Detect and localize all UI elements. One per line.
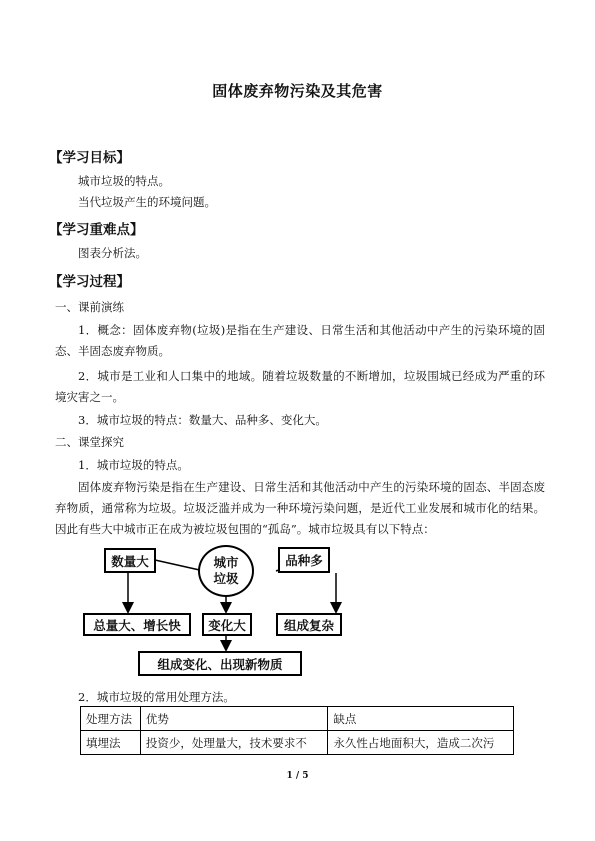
table-cell: 填埋法 [81, 731, 141, 755]
center-city-garbage [198, 545, 254, 597]
connector-left-top [155, 560, 204, 571]
table-header-cell: 缺点 [328, 707, 514, 731]
subheading-methods: 2．城市垃圾的常用处理方法。 [78, 690, 235, 704]
box-total-growth: 总量大、增长快 [83, 613, 191, 636]
part1-title: 一、课前演练 [55, 300, 124, 314]
paragraph-city: 2．城市是工业和人口集中的地域。随着垃圾数量的不断增加，垃圾围城已经成为严重的环境灾害之一。 [55, 369, 545, 404]
box-complex-composition: 组成复杂 [276, 613, 342, 636]
key-points-heading: 【学习重难点】 [49, 222, 144, 238]
objective-item-1: 城市垃圾的特点。 [78, 174, 170, 188]
process-heading: 【学习过程】 [49, 274, 130, 290]
center-label-line2: 垃圾 [213, 571, 239, 586]
objectives-heading: 【学习目标】 [49, 150, 130, 166]
table-row [81, 731, 514, 755]
box-large-change: 变化大 [202, 613, 252, 636]
table-header-row [81, 707, 514, 731]
paragraph-pollution: 固体废弃物污染是指在生产建设、日常生活和其他活动中产生的污染环境的固态、半固态废弃物质，通常称为垃圾。垃圾泛滥并成为一种环境污染问题，是近代工业发展和城市化的结果。因此有些大中城市正在成为被垃圾包围的“孤岛”。城市垃圾具有以下特点： [55, 480, 545, 536]
part2-title: 二、课堂探究 [55, 435, 124, 449]
paragraph-features: 3．城市垃圾的特点：数量大、品种多、变化大。 [78, 413, 327, 427]
table-cell: 投资少，处理量大，技术要求不 [140, 731, 328, 755]
key-point-item-1: 图表分析法。 [78, 246, 147, 260]
objective-item-2: 当代垃圾产生的环境问题。 [78, 195, 216, 209]
table-cell: 永久性占地面积大，造成二次污 [328, 731, 514, 755]
features-diagram [80, 543, 520, 681]
box-large-quantity: 数量大 [104, 548, 156, 573]
box-many-varieties: 品种多 [278, 547, 330, 573]
table-header-cell: 处理方法 [81, 707, 141, 731]
page-title: 固体废弃物污染及其危害 [212, 82, 383, 100]
center-label-line1: 城市 [213, 555, 239, 570]
methods-table [80, 706, 514, 755]
page-number: 1 / 5 [286, 771, 309, 781]
subheading-features: 1．城市垃圾的特点。 [78, 458, 189, 472]
table-header-cell: 优势 [140, 707, 328, 731]
box-new-substances: 组成变化、出现新物质 [138, 651, 302, 676]
paragraph-concept: 1．概念：固体废弃物(垃圾)是指在生产建设、日常生活和其他活动中产生的污染环境的固态、半固态废弃物质。 [55, 323, 545, 358]
